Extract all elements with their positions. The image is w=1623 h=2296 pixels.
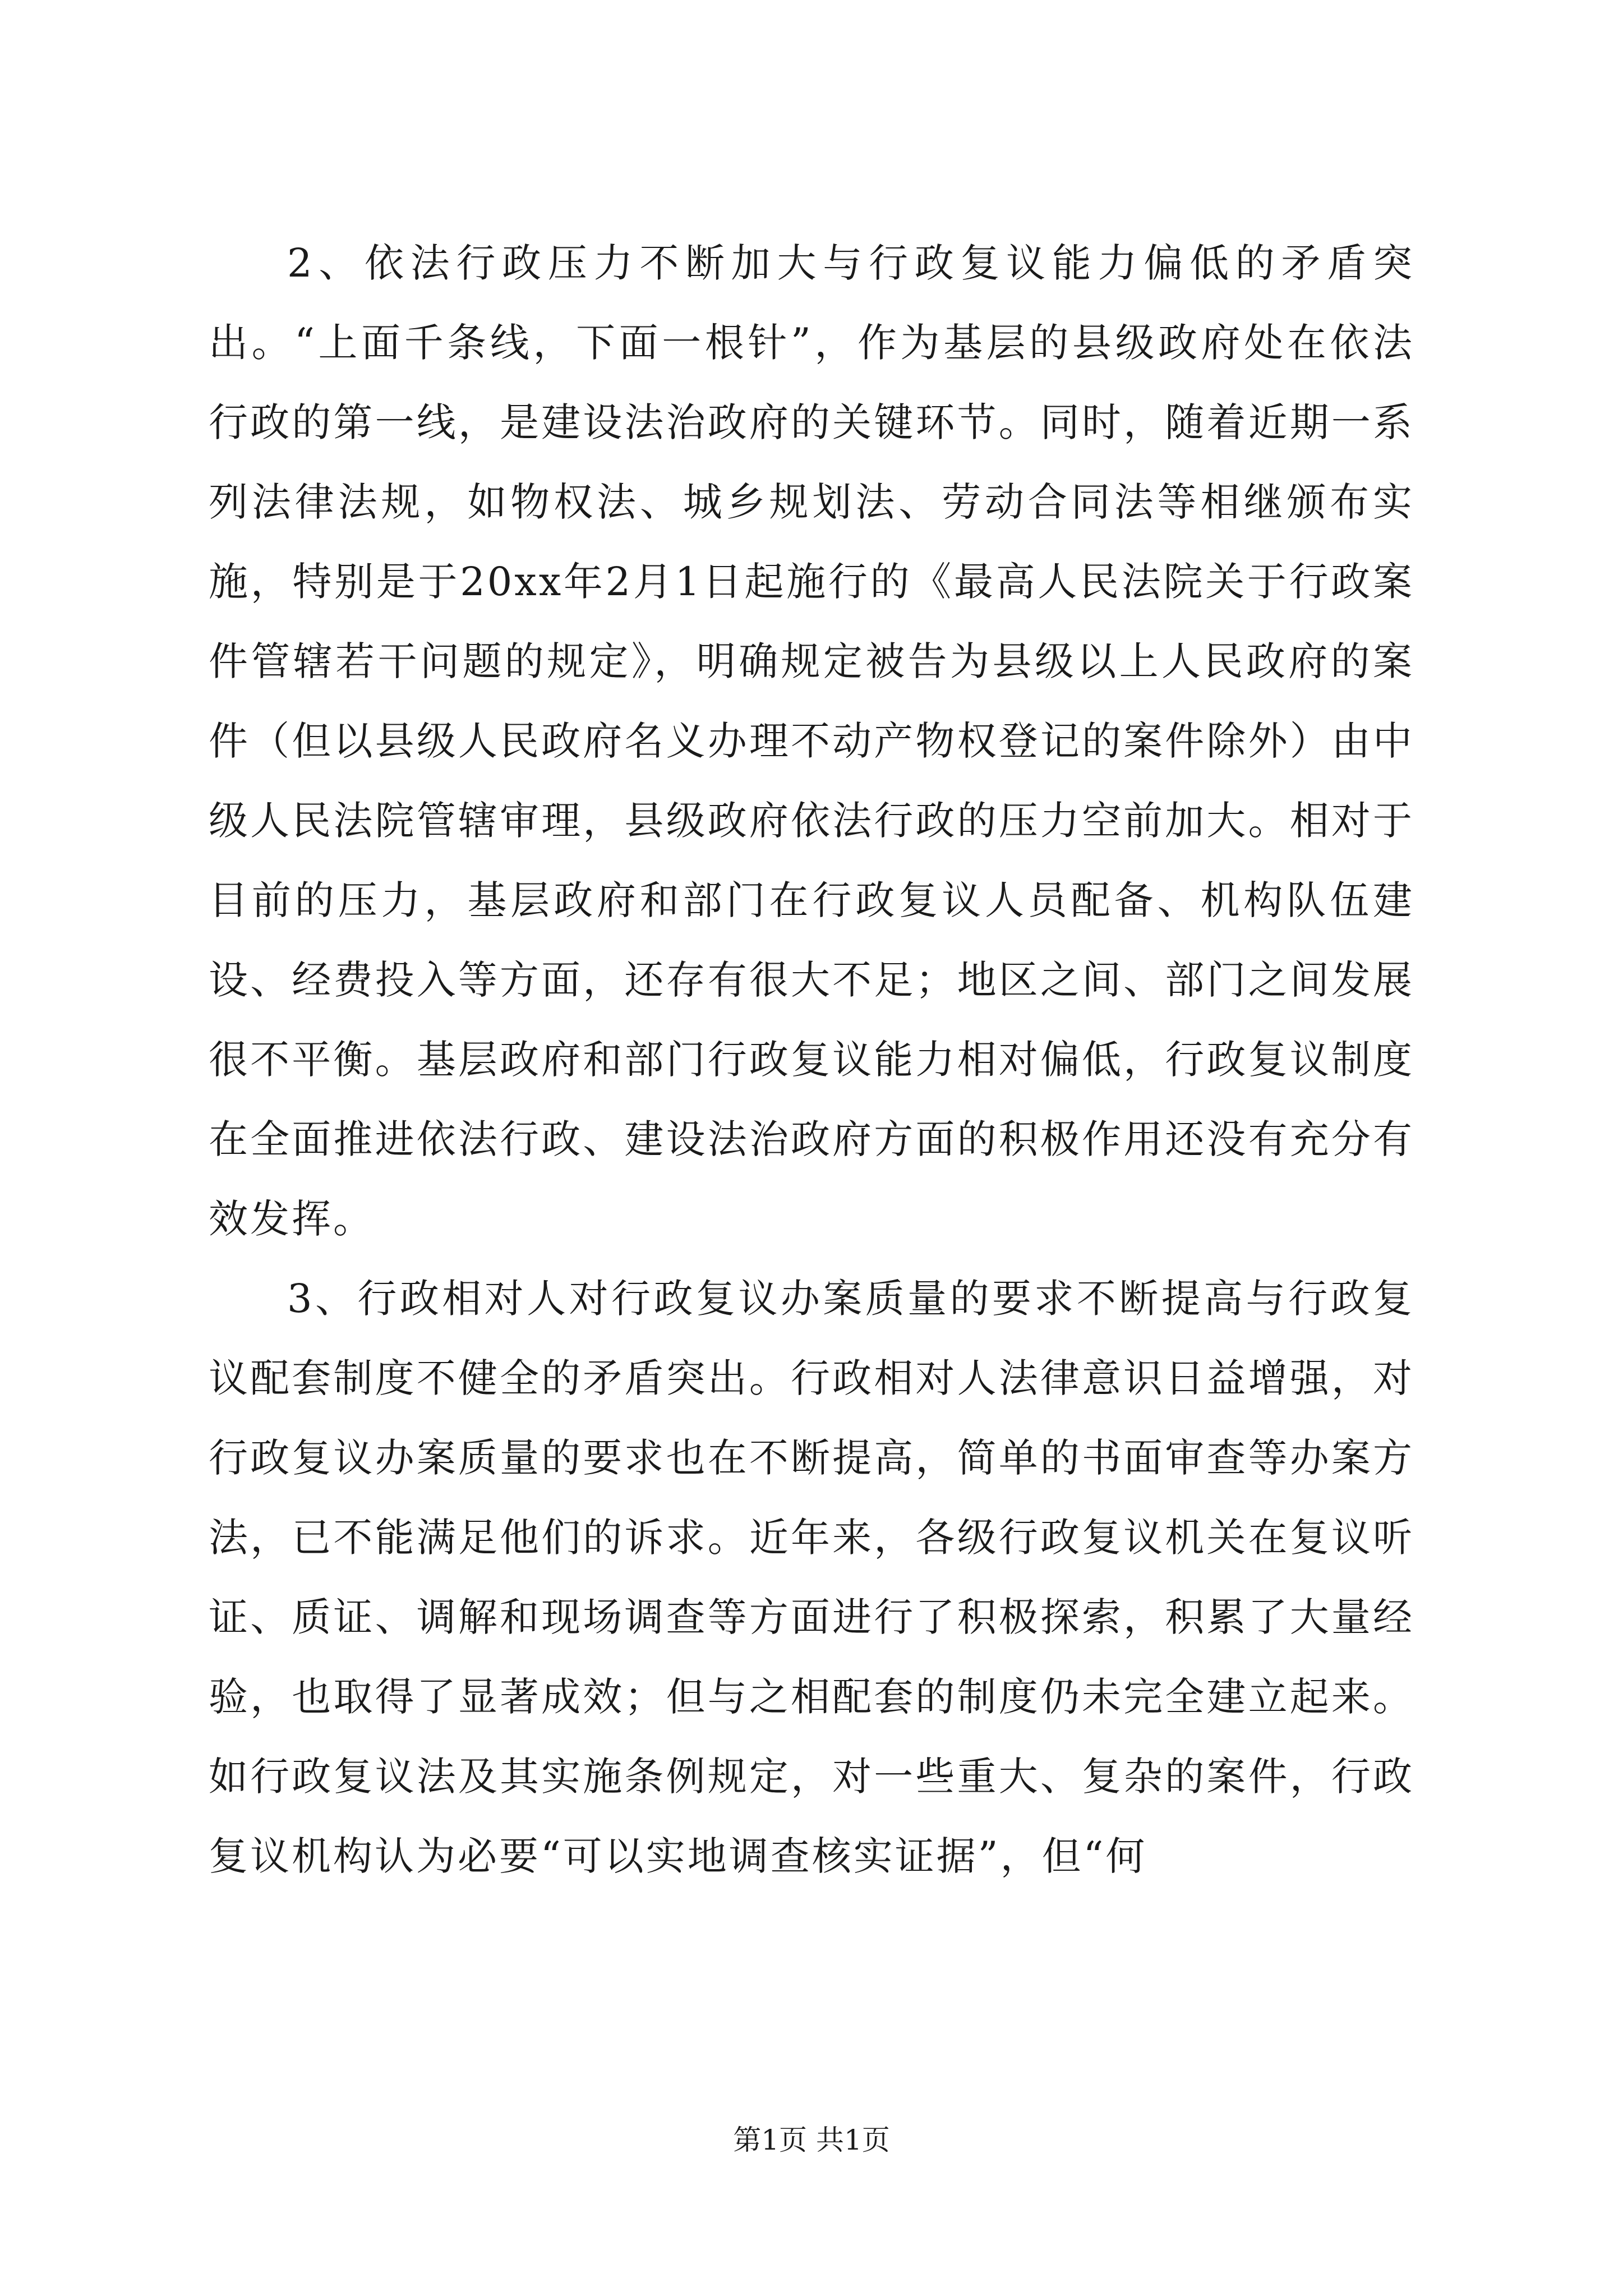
document-body bbox=[209, 223, 1414, 1896]
paragraph-2: 2、依法行政压力不断加大与行政复议能力偏低的矛盾突出。“上面千条线，下面一根针”，作为基层的县级政府处在依法行政的第一线，是建设法治政府的关键环节。同时，随着近期一系列法律法规，如物权法、城乡规划法、劳动合同法等相继颁布实施，特别是于20xx年2月1日起施行的《最高人民法院关于行政案件管辖若干问题的规定》，明确规定被告为县级以上人民政府的案件（但以县级人民政府名义办理不动产物权登记的案件除外）由中级人民法院管辖审理，县级政府依法行政的压力空前加大。相对于目前的压力，基层政府和部门在行政复议人员配备、机构队伍建设、经费投入等方面，还存有很大不足；地区之间、部门之间发展很不平衡。基层政府和部门行政复议能力相对偏低，行政复议制度在全面推进依法行政、建设法治政府方面的积极作用还没有充分有效发挥。 bbox=[209, 240, 1414, 1242]
paragraph-3: 3、行政相对人对行政复议办案质量的要求不断提高与行政复议配套制度不健全的矛盾突出。行政相对人法律意识日益增强，对行政复议办案质量的要求也在不断提高，简单的书面审查等办案方法，已不能满足他们的诉求。近年来，各级行政复议机关在复议听证、质证、调解和现场调查等方面进行了积极探索，积累了大量经验，也取得了显著成效；但与之相配套的制度仍未完全建立起来。如行政复议法及其实施条例规定，对一些重大、复杂的案件，行政复议机构认为必要“可以实地调查核实证据”，但“何 bbox=[209, 1276, 1414, 1879]
page-footer: 第1页 共1页 bbox=[733, 2124, 890, 2156]
